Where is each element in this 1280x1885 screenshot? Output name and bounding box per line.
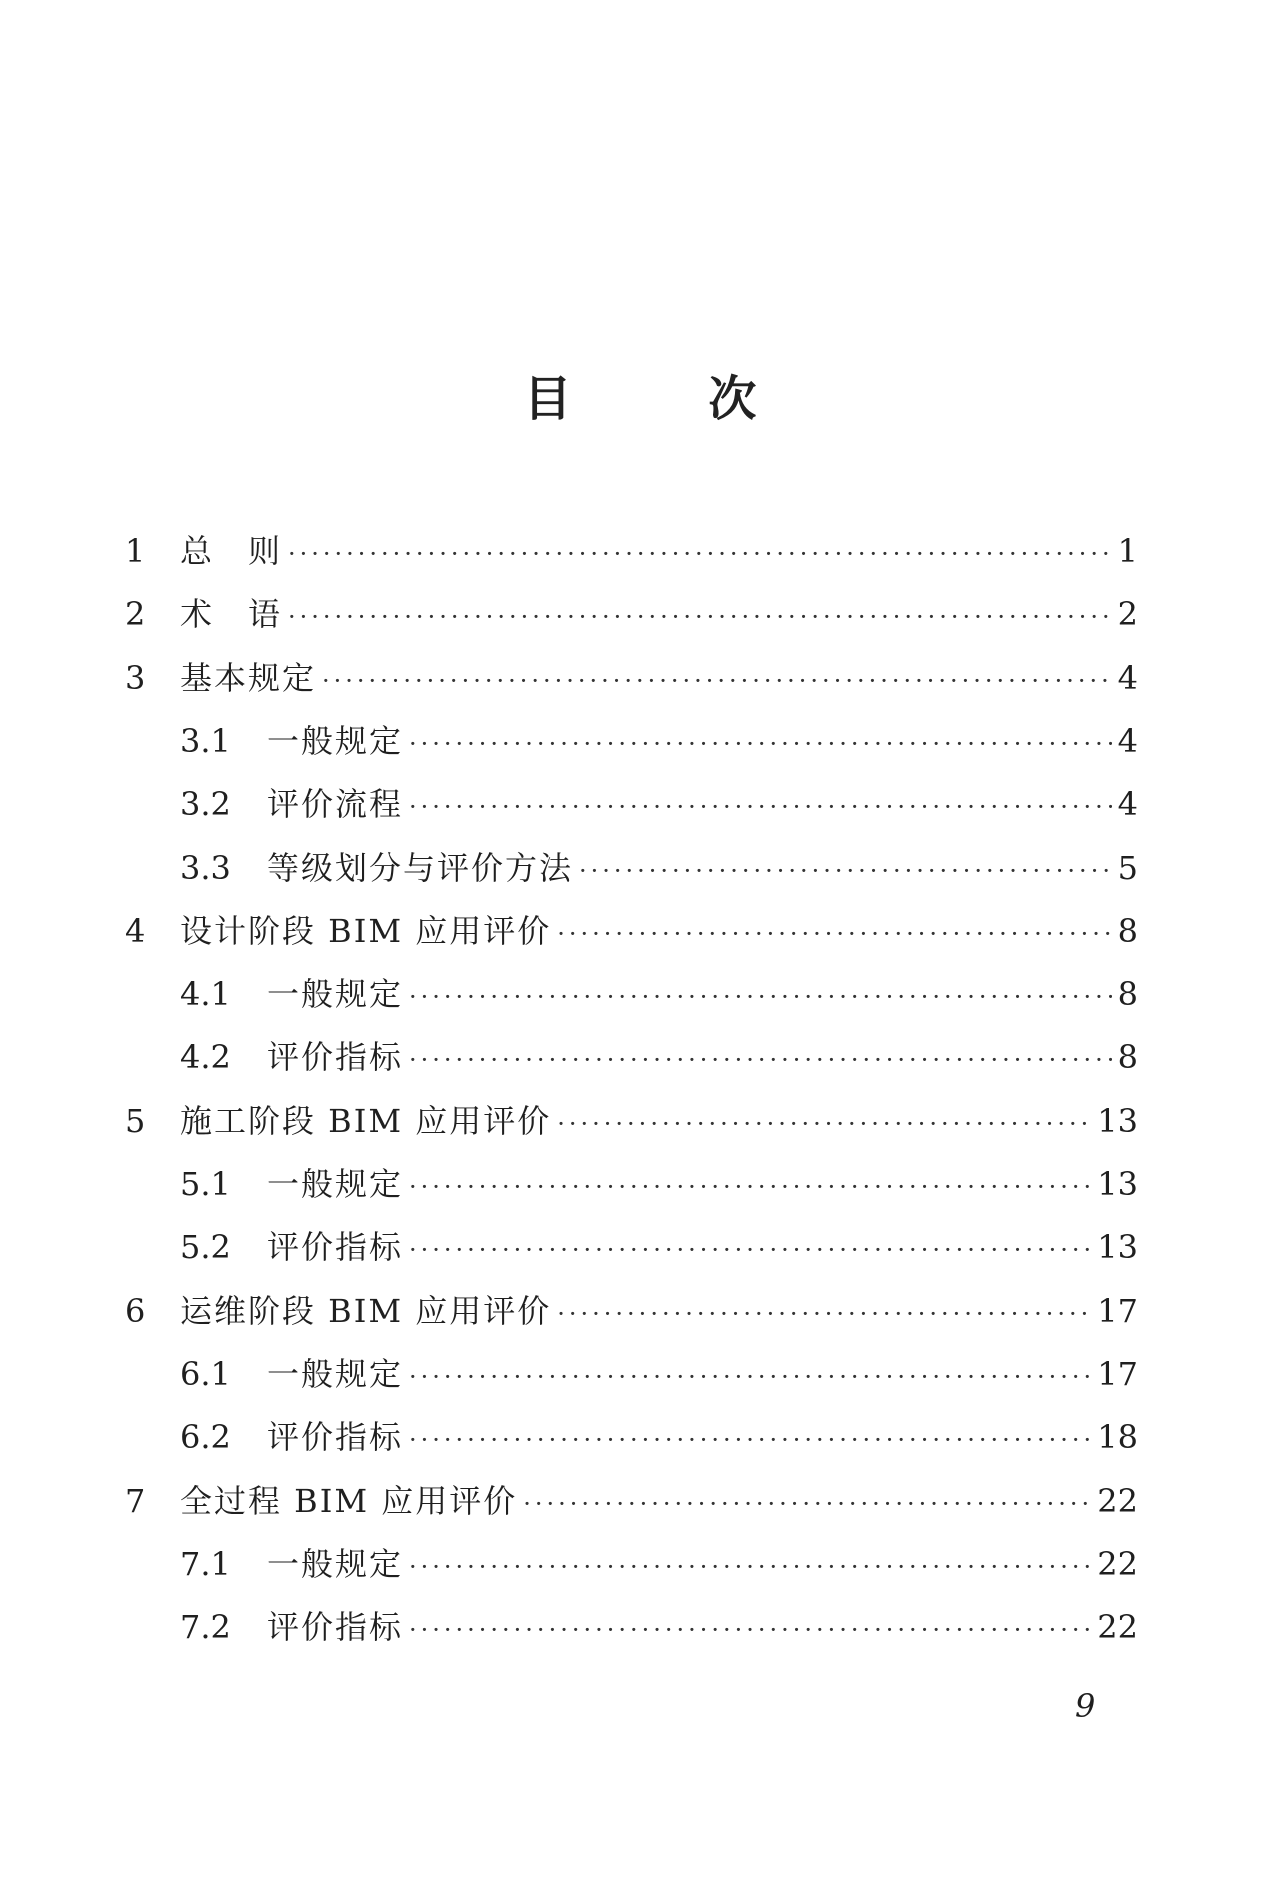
toc-entry-number: 6.2 xyxy=(180,1418,231,1457)
toc-entry-number: 1 xyxy=(125,532,146,570)
toc-dot-leader xyxy=(409,1156,1091,1219)
toc-entry-number: 3.1 xyxy=(180,721,231,760)
toc-entry-label: 评价指标 xyxy=(267,1038,404,1077)
toc-entry-label: 设计阶段 BIM 应用评价 xyxy=(180,911,552,950)
toc-entry-number: 4 xyxy=(125,911,146,950)
toc-section-entry[interactable] xyxy=(180,1533,1138,1596)
toc-entry-page: 18 xyxy=(1097,1418,1138,1457)
page-title: 目 次 xyxy=(523,371,817,427)
toc-entry-label: 一般规定 xyxy=(267,975,404,1014)
toc-entry-page: 1 xyxy=(1117,532,1138,570)
toc-section-entry[interactable] xyxy=(180,1596,1138,1659)
toc-dot-leader xyxy=(557,1093,1091,1156)
toc-chapter-entry[interactable] xyxy=(125,647,1138,710)
toc-dot-leader xyxy=(409,1536,1091,1599)
toc-entry-number: 6 xyxy=(125,1291,146,1330)
toc-dot-leader xyxy=(557,1283,1091,1346)
toc-section-entry[interactable] xyxy=(180,1216,1138,1279)
toc-entry-label: 等级划分与评价方法 xyxy=(267,848,574,887)
toc-dot-leader xyxy=(409,1219,1091,1282)
toc-dot-leader xyxy=(523,1473,1091,1536)
toc-section-entry[interactable] xyxy=(180,1343,1138,1406)
toc-section-entry[interactable] xyxy=(180,773,1138,836)
toc-entry-label: 一般规定 xyxy=(267,1165,404,1203)
toc-entry-number: 4.1 xyxy=(180,975,231,1014)
toc-entry-page: 13 xyxy=(1097,1165,1138,1203)
toc-entry-number: 5.2 xyxy=(180,1228,231,1267)
toc-entry-page: 8 xyxy=(1117,911,1138,950)
toc-section-entry[interactable] xyxy=(180,1026,1138,1089)
toc-entry-page: 4 xyxy=(1117,658,1138,697)
toc-section-entry[interactable] xyxy=(180,1153,1138,1216)
toc-entry-number: 5.1 xyxy=(180,1165,231,1203)
toc-dot-leader xyxy=(409,713,1112,776)
toc-chapter-entry[interactable] xyxy=(125,583,1138,646)
toc-entry-label: 评价流程 xyxy=(267,785,404,824)
toc-entry-number: 3.2 xyxy=(180,785,231,824)
toc-dot-leader xyxy=(322,650,1112,713)
toc-entry-page: 17 xyxy=(1097,1354,1138,1393)
toc-entry-label: 一般规定 xyxy=(267,1544,404,1583)
toc-entry-number: 7 xyxy=(125,1481,146,1520)
toc-entry-label: 一般规定 xyxy=(267,721,404,760)
toc-entry-page: 5 xyxy=(1117,848,1138,887)
toc-chapter-entry[interactable] xyxy=(125,1090,1138,1153)
toc-entry-number: 3 xyxy=(125,658,146,697)
toc-dot-leader xyxy=(579,840,1112,903)
page-number: 9 xyxy=(1075,1687,1096,1725)
toc-entry-page: 22 xyxy=(1097,1608,1138,1647)
toc-section-entry[interactable] xyxy=(180,837,1138,900)
toc-dot-leader xyxy=(409,776,1112,839)
toc-chapter-entry[interactable] xyxy=(125,1470,1138,1533)
toc-entry-number: 7.2 xyxy=(180,1608,231,1647)
toc-dot-leader xyxy=(288,586,1112,649)
toc-entry-number: 5 xyxy=(125,1101,146,1140)
toc-entry-label: 一般规定 xyxy=(267,1354,404,1393)
toc-chapter-entry[interactable] xyxy=(125,520,1138,583)
toc-entry-page: 2 xyxy=(1117,595,1138,634)
toc-entry-label: 术 语 xyxy=(180,595,283,634)
toc-entry-page: 4 xyxy=(1117,785,1138,824)
toc-entry-page: 8 xyxy=(1117,975,1138,1014)
toc-entry-page: 22 xyxy=(1097,1544,1138,1583)
toc-dot-leader xyxy=(557,903,1111,966)
toc-entry-number: 4.2 xyxy=(180,1038,231,1077)
toc-entry-label: 总 则 xyxy=(180,532,283,570)
toc-entry-page: 17 xyxy=(1097,1291,1138,1330)
toc-entry-label: 基本规定 xyxy=(180,658,317,697)
toc-entry-label: 施工阶段 BIM 应用评价 xyxy=(180,1101,552,1140)
toc-entry-page: 4 xyxy=(1117,721,1138,760)
toc-chapter-entry[interactable] xyxy=(125,1280,1138,1343)
toc-section-entry[interactable] xyxy=(180,710,1138,773)
toc-entry-number: 2 xyxy=(125,595,146,634)
toc-chapter-entry[interactable] xyxy=(125,900,1138,963)
toc-section-entry[interactable] xyxy=(180,963,1138,1026)
toc-entry-page: 13 xyxy=(1097,1228,1138,1267)
toc-entry-label: 评价指标 xyxy=(267,1608,404,1647)
toc-dot-leader xyxy=(409,1346,1091,1409)
toc-dot-leader xyxy=(409,966,1112,1029)
toc-entry-number: 3.3 xyxy=(180,848,231,887)
toc-entry-label: 评价指标 xyxy=(267,1418,404,1457)
toc-entry-number: 7.1 xyxy=(180,1544,231,1583)
toc-dot-leader xyxy=(409,1409,1091,1472)
toc-entry-label: 全过程 BIM 应用评价 xyxy=(180,1481,518,1520)
toc-section-entry[interactable] xyxy=(180,1406,1138,1469)
toc-entry-label: 运维阶段 BIM 应用评价 xyxy=(180,1291,552,1330)
toc-entry-page: 22 xyxy=(1097,1481,1138,1520)
toc-dot-leader xyxy=(288,523,1112,586)
toc-dot-leader xyxy=(409,1599,1091,1662)
toc-entry-page: 8 xyxy=(1117,1038,1138,1077)
toc-entry-label: 评价指标 xyxy=(267,1228,404,1267)
toc-dot-leader xyxy=(409,1029,1112,1092)
toc-entry-number: 6.1 xyxy=(180,1354,231,1393)
toc-entry-page: 13 xyxy=(1097,1101,1138,1140)
